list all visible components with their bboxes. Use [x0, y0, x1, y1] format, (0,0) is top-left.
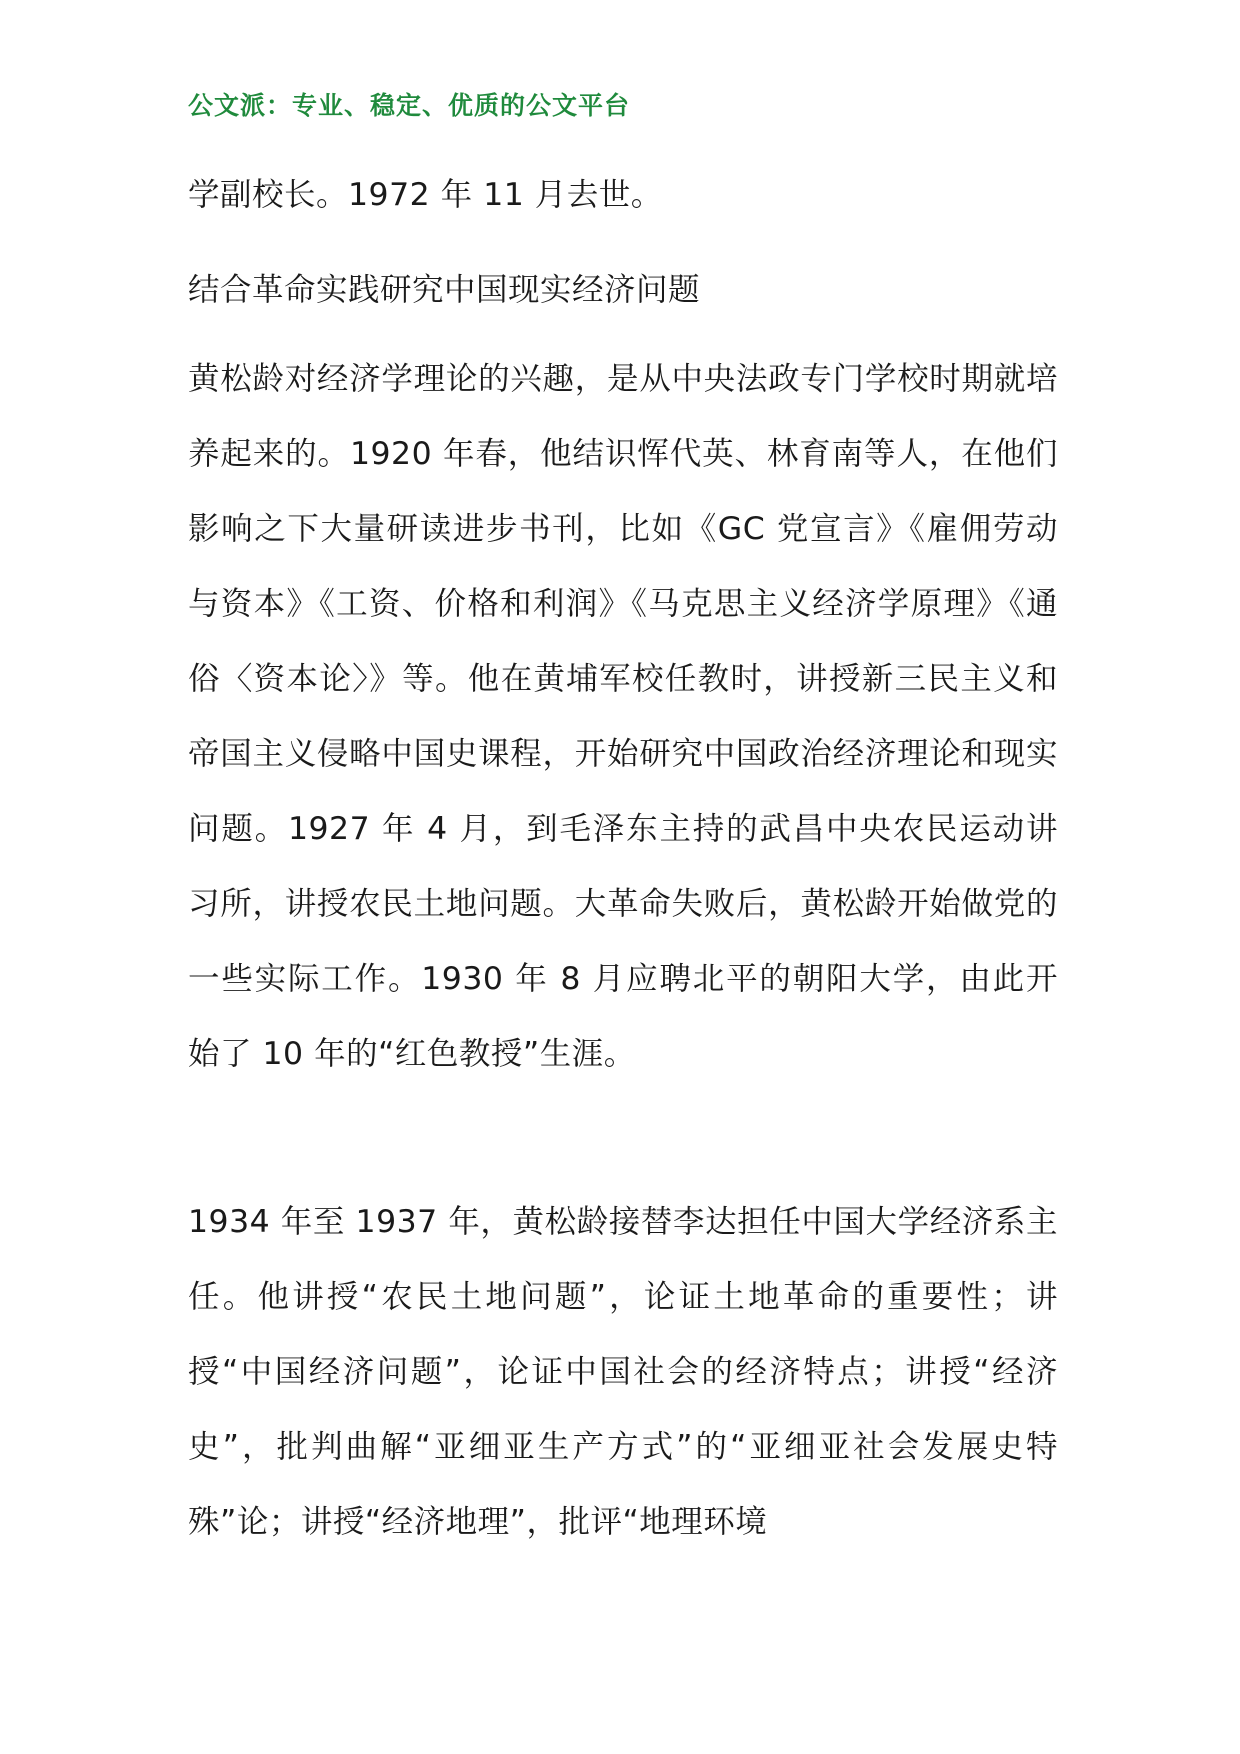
- paragraph-text: 学副校长。1972 年 11 月去世。: [188, 177, 663, 213]
- header-banner: 公文派：专业、稳定、优质的公文平台: [188, 91, 631, 120]
- section-heading: [188, 253, 1058, 328]
- section-heading-text: 结合革命实践研究中国现实经济问题: [188, 272, 701, 308]
- paragraph-continuation: [188, 158, 1058, 233]
- paragraph-main: [188, 342, 1058, 1092]
- paragraph-text: 1934 年至 1937 年，黄松龄接替李达担任中国大学经济系主任。他讲授“农民土地问题”，论证土地革命的重要性；讲授“中国经济问题”，论证中国社会的经济特点；讲授“经济史”，批判曲解“亚细亚生产方式”的“亚细亚社会发展史特殊”论；讲授“经济地理”，批评“地理环境: [188, 1204, 1058, 1540]
- paragraph-text: 黄松龄对经济学理论的兴趣，是从中央法政专门学校时期就培养起来的。1920 年春，他结识恽代英、林育南等人，在他们影响之下大量研读进步书刊，比如《GC 党宣言》《雇佣劳动与资本》《工资、价格和利润》《马克思主义经济学原理》《通俗〈资本论〉》等。他在黄埔军校任教时，讲授新三民主义和帝国主义侵略中国史课程，开始研究中国政治经济理论和现实问题。1927 年 4 月，到毛泽东主持的武昌中央农民运动讲习所，讲授农民土地问题。大革命失败后，黄松龄开始做党的一些实际工作。1930 年 8 月应聘北平的朝阳大学，由此开始了 10 年的“红色教授”生涯。: [188, 361, 1058, 1072]
- paragraph-second: [188, 1185, 1058, 1560]
